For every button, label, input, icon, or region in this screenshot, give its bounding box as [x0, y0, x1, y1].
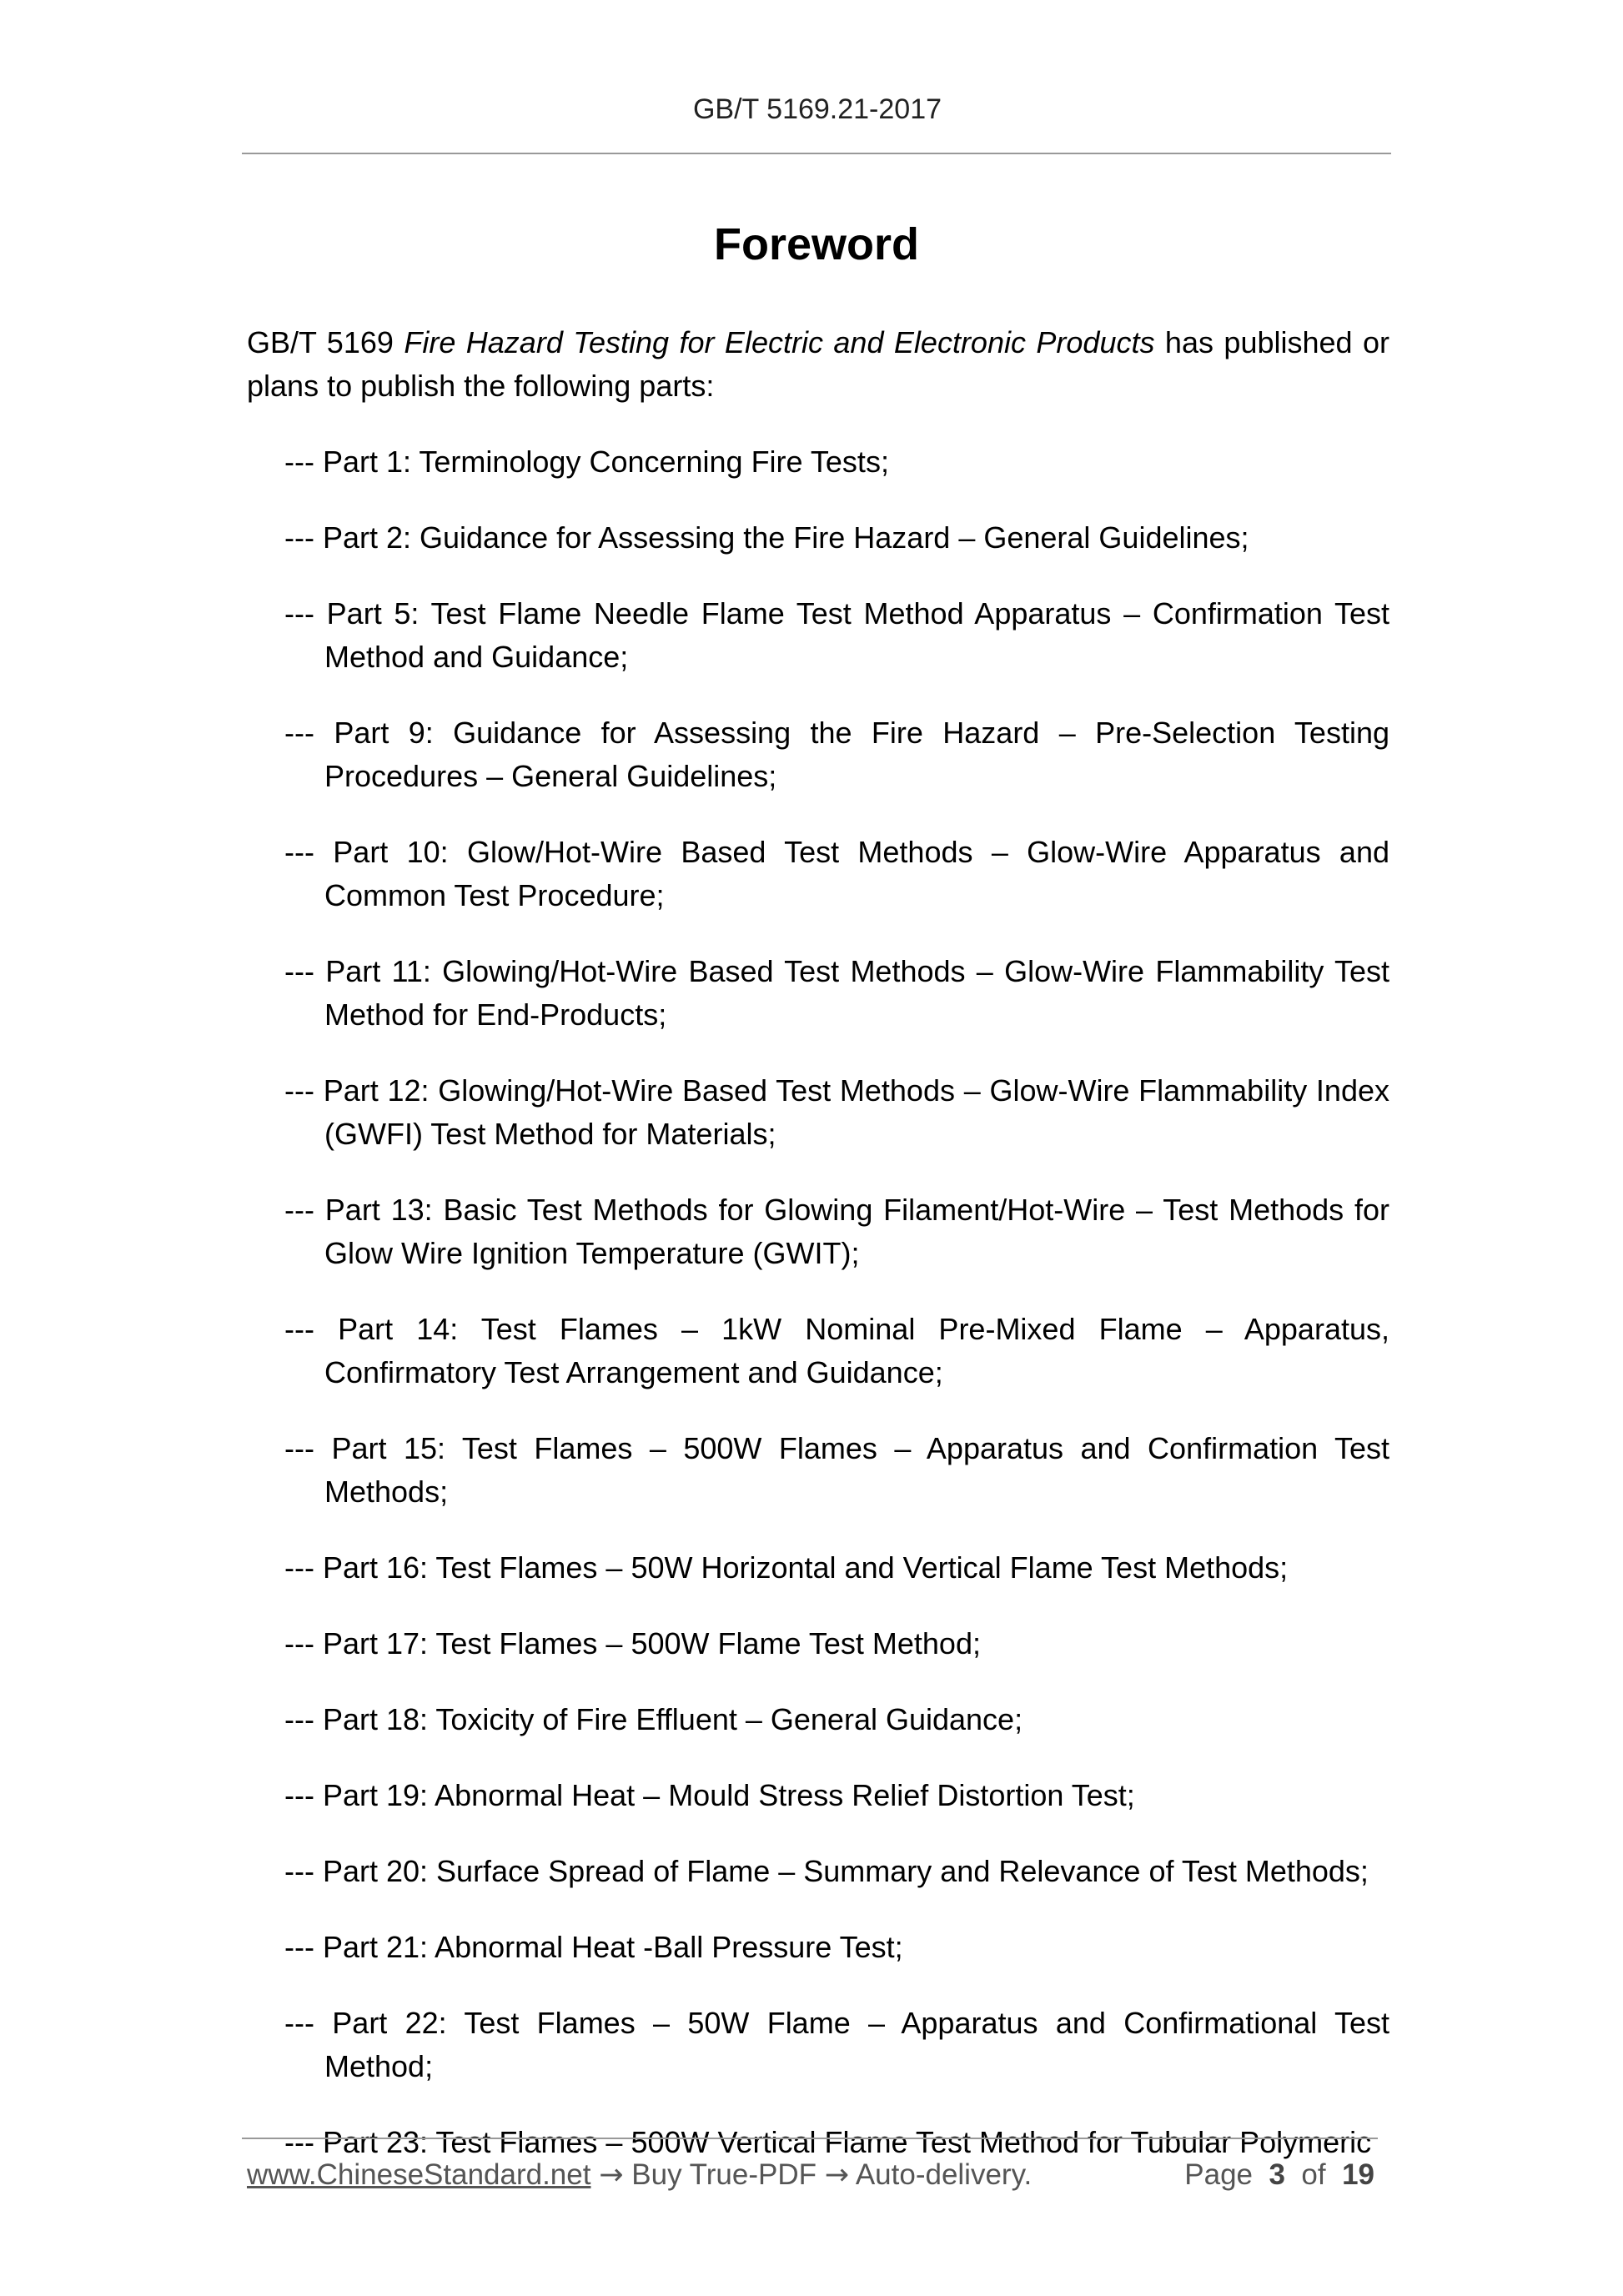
intro-suffix: has published or plans to publish the following parts:: [247, 325, 1389, 403]
parts-list: [284, 440, 1389, 2197]
website-link[interactable]: www.ChineseStandard.net: [247, 2158, 591, 2191]
page-footer: [247, 2158, 1374, 2200]
footer-promo: [247, 2158, 1032, 2192]
list-item: --- Part 22: Test Flames – 50W Flame – Apparatus and Confirmational Test Method;: [284, 2006, 1389, 2083]
list-item: --- Part 16: Test Flames – 50W Horizontal and Vertical Flame Test Methods;: [284, 1550, 1289, 1585]
series-title: Fire Hazard Testing for Electric and Electronic Products: [404, 325, 1155, 359]
intro-paragraph: [247, 321, 1389, 408]
intro-prefix: GB/T 5169: [247, 325, 404, 359]
total-pages-number: 19: [1342, 2158, 1374, 2191]
list-item: --- Part 17: Test Flames – 500W Flame Test Method;: [284, 1626, 981, 1660]
page-header: GB/T 5169.21-2017: [692, 93, 942, 125]
page-indicator: [1184, 2158, 1374, 2192]
current-page-number: 3: [1269, 2158, 1285, 2191]
page-label: Page: [1184, 2158, 1254, 2191]
arrow-right-icon: →: [824, 2158, 850, 2192]
list-item: --- Part 21: Abnormal Heat -Ball Pressure Test;: [284, 1930, 903, 1964]
list-item: --- Part 15: Test Flames – 500W Flames – Apparatus and Confirmation Test Methods;: [284, 1431, 1389, 1509]
list-item: --- Part 18: Toxicity of Fire Effluent – General Guidance;: [284, 1702, 1023, 1736]
footer-step-buy: Buy True-PDF: [623, 2158, 825, 2191]
list-item: --- Part 1: Terminology Concerning Fire Tests;: [284, 445, 889, 479]
list-item: --- Part 19: Abnormal Heat – Mould Stress Relief Distortion Test;: [284, 1778, 1135, 1812]
footer-step-delivery: Auto-delivery.: [849, 2158, 1033, 2191]
list-item: --- Part 2: Guidance for Assessing the Fire Hazard – General Guidelines;: [284, 520, 1249, 555]
list-item: --- Part 10: Glow/Hot-Wire Based Test Methods – Glow-Wire Apparatus and Common Test Procedure;: [284, 835, 1389, 912]
header-divider: [242, 153, 1391, 154]
arrow-right-icon: →: [599, 2158, 624, 2192]
list-item: --- Part 13: Basic Test Methods for Glowing Filament/Hot-Wire – Test Methods for Glow Wire Ignition Temperature (GWIT);: [284, 1193, 1389, 1270]
list-item: --- Part 9: Guidance for Assessing the Fire Hazard – Pre-Selection Testing Procedures – General Guidelines;: [284, 716, 1389, 793]
list-item: --- Part 14: Test Flames – 1kW Nominal Pre-Mixed Flame – Apparatus, Confirmatory Test Arrangement and Guidance;: [284, 1312, 1389, 1389]
list-item: --- Part 12: Glowing/Hot-Wire Based Test Methods – Glow-Wire Flammability Index (GWFI) Test Method for Materials;: [284, 1073, 1389, 1151]
page-title: Foreword: [713, 219, 919, 269]
footer-divider: [242, 2138, 1378, 2139]
list-item: --- Part 23: Test Flames – 500W Vertical Flame Test Method for Tubular Polymeric: [284, 2125, 1372, 2159]
list-item: --- Part 20: Surface Spread of Flame – Summary and Relevance of Test Methods;: [284, 1854, 1369, 1888]
list-item: --- Part 11: Glowing/Hot-Wire Based Test Methods – Glow-Wire Flammability Test Method for End-Products;: [284, 954, 1389, 1032]
list-item: --- Part 5: Test Flame Needle Flame Test Method Apparatus – Confirmation Test Method and Guidance;: [284, 596, 1389, 674]
page-of-label: of: [1301, 2158, 1326, 2191]
